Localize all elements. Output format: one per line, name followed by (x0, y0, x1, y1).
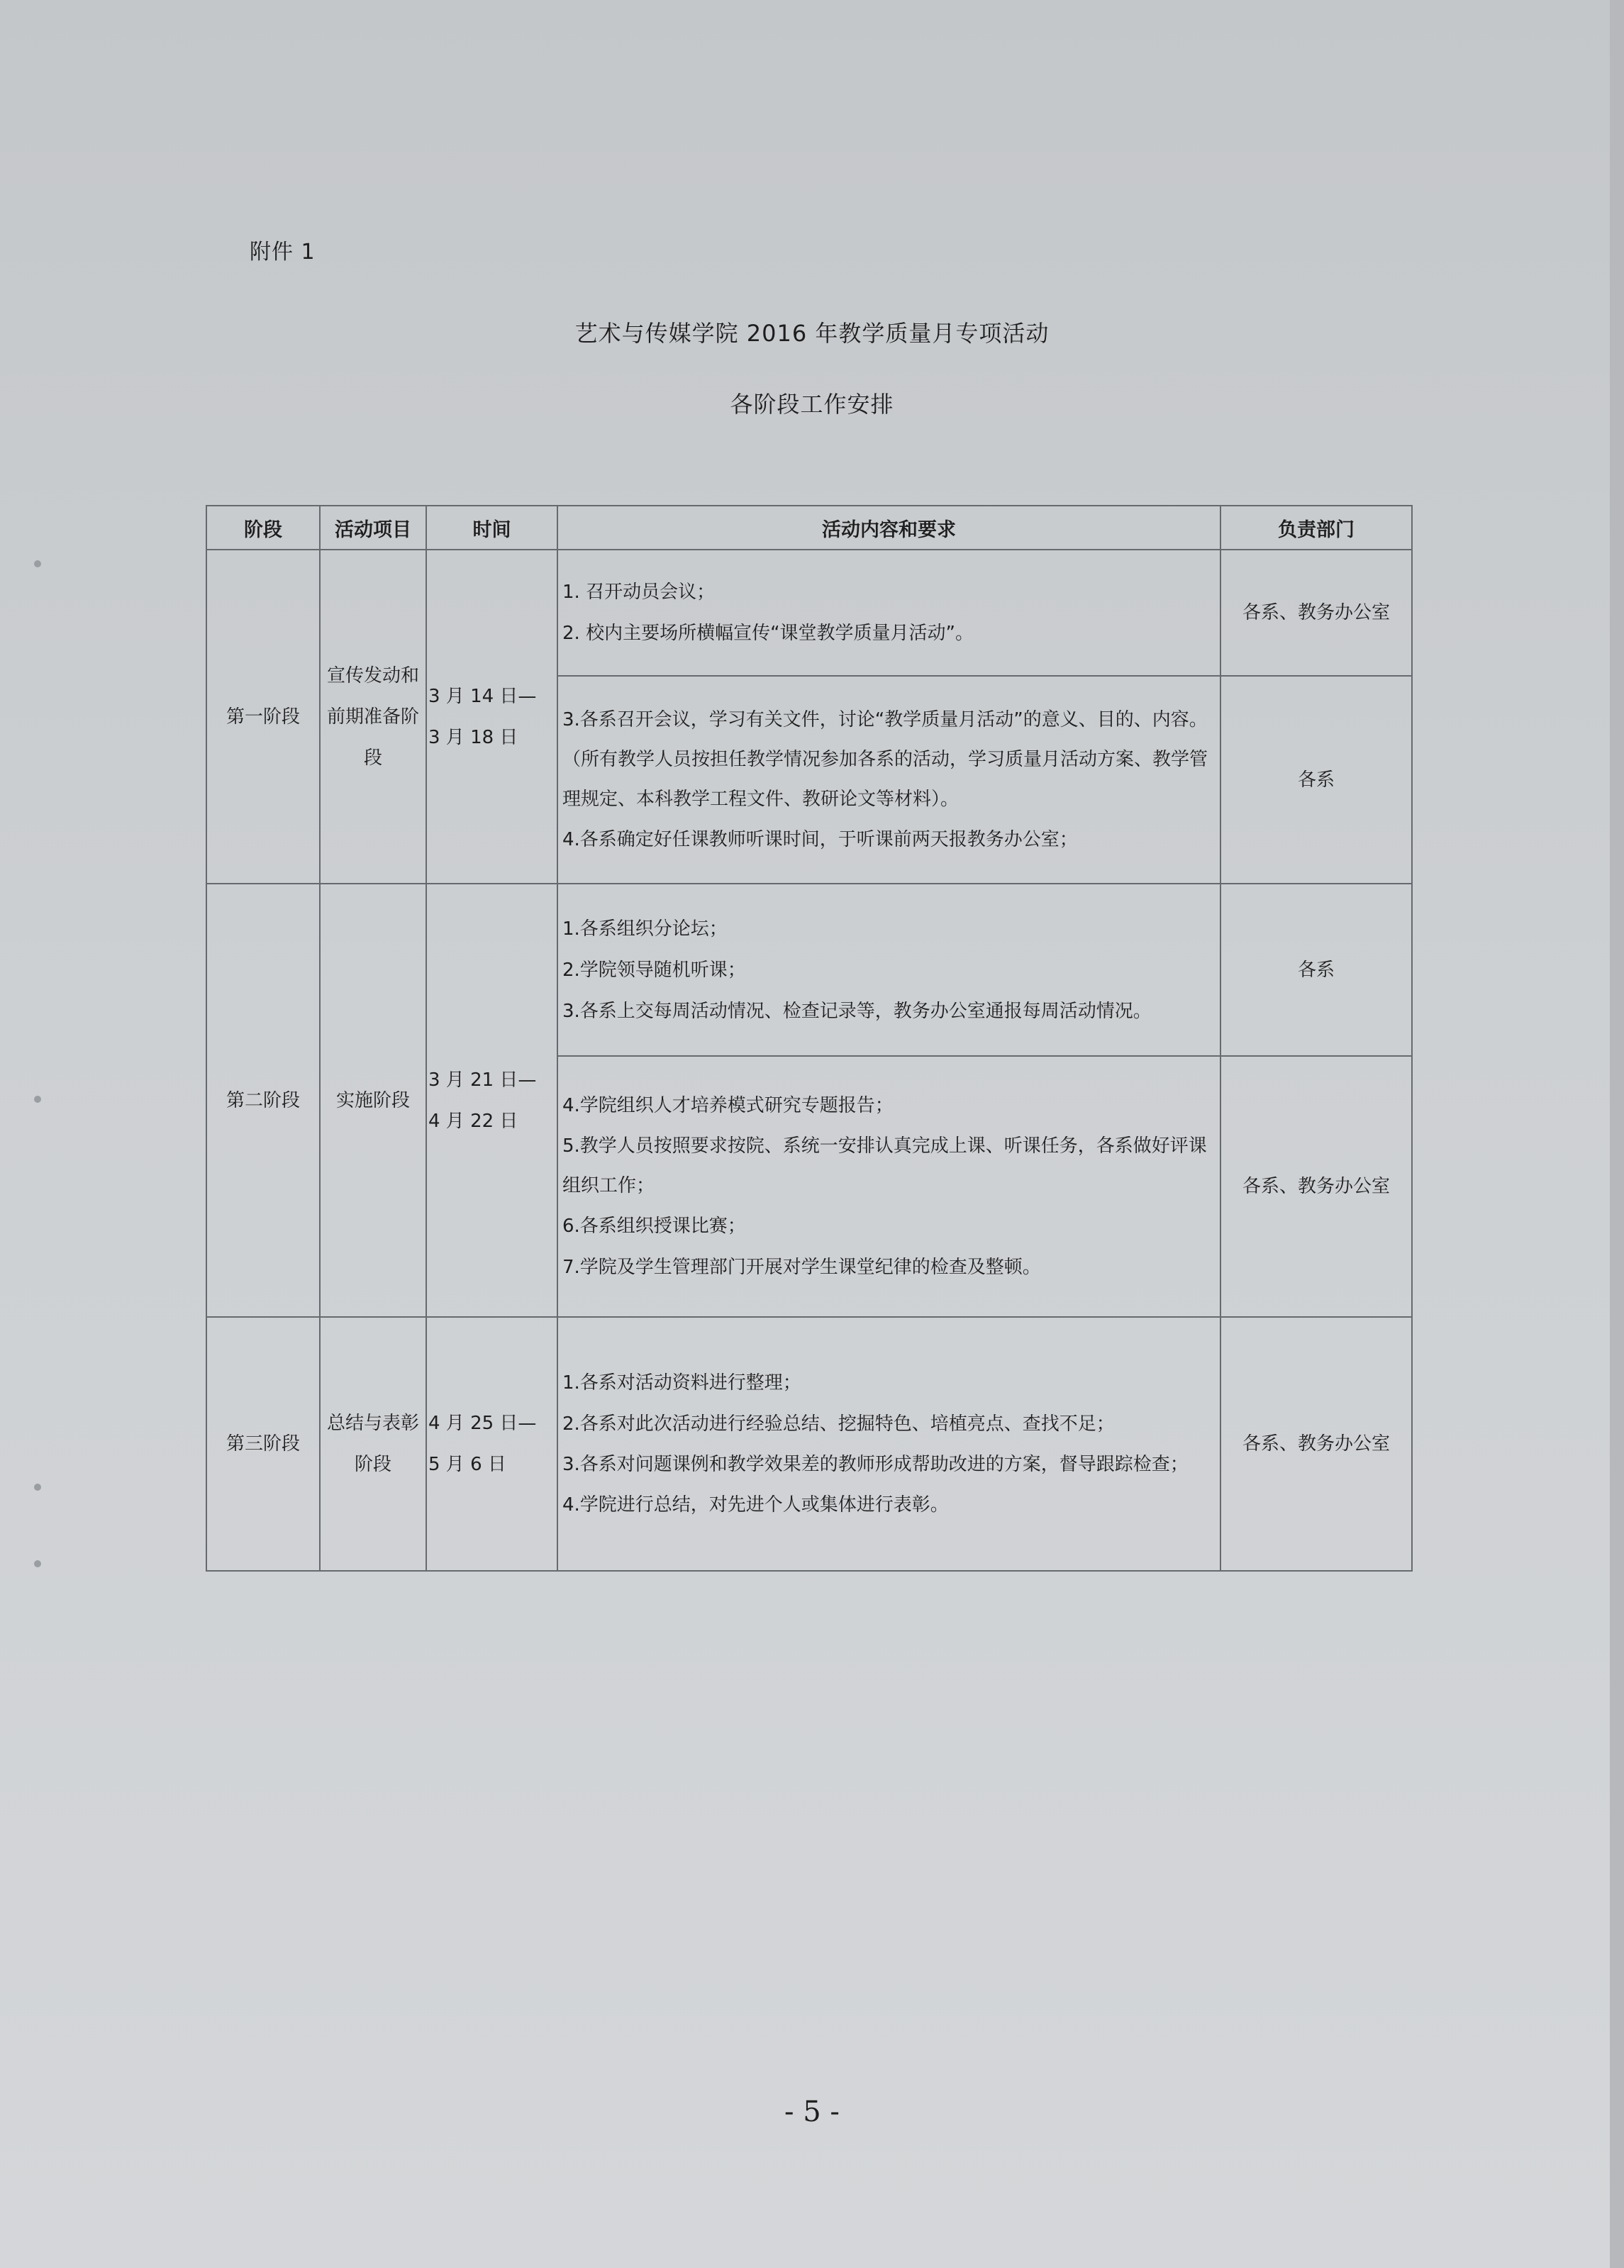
table-row (206, 1317, 1412, 1571)
project-cell: 总结与表彰阶段 (320, 1317, 426, 1571)
schedule-table (206, 505, 1413, 1572)
table-header-row (206, 506, 1412, 550)
document-title: 艺术与传媒学院 2016 年教学质量月专项活动 (574, 320, 1050, 347)
header-time: 时间 (426, 506, 557, 550)
time-end: 4 月 22 日 (428, 1110, 518, 1132)
binding-hole (34, 1096, 41, 1103)
time-end: 5 月 6 日 (428, 1454, 506, 1475)
content-cell (557, 676, 1220, 884)
content-item: 4.学院进行总结，对先进个人或集体进行表彰。 (562, 1494, 949, 1516)
content-cell (557, 550, 1220, 676)
content-cell (557, 1317, 1220, 1571)
binding-hole (34, 1484, 41, 1491)
time-cell (426, 1317, 557, 1571)
header-content: 活动内容和要求 (557, 506, 1220, 550)
stage-cell: 第二阶段 (206, 884, 320, 1317)
content-cell (557, 1056, 1220, 1317)
content-item: 2.学院领导随机听课； (562, 959, 746, 981)
content-item: 1. 召开动员会议； (562, 582, 716, 603)
department-cell: 各系、教务办公室 (1220, 1317, 1412, 1571)
time-start: 3 月 21 日— (428, 1069, 537, 1091)
binding-hole (34, 1560, 41, 1567)
page-number: - 5 - (784, 2096, 840, 2128)
attachment-label: 附件 1 (250, 240, 316, 265)
content-item: 2.各系对此次活动进行经验总结、挖掘特色、培植亮点、查找不足； (562, 1413, 1115, 1435)
project-cell: 宣传发动和前期准备阶段 (320, 550, 426, 884)
binding-hole (34, 560, 41, 567)
header-project: 活动项目 (320, 506, 426, 550)
content-item: 1.各系组织分论坛； (562, 918, 728, 940)
project-cell: 实施阶段 (320, 884, 426, 1317)
content-item: 3.各系召开会议，学习有关文件，讨论“教学质量月活动”的意义、目的、内容。（所有教学人员按担任教学情况参加各系的活动，学习质量月活动方案、教学管理规定、本科教学工程文件、教研论文等材料）。 (562, 708, 1208, 810)
content-item: 7.学院及学生管理部门开展对学生课堂纪律的检查及整顿。 (562, 1257, 1041, 1278)
department-cell: 各系、教务办公室 (1220, 1056, 1412, 1317)
department-cell: 各系 (1220, 884, 1412, 1056)
content-item: 4.学院组织人才培养模式研究专题报告； (562, 1095, 894, 1116)
header-stage: 阶段 (206, 506, 320, 550)
content-item: 4.各系确定好任课教师听课时间，于听课前两天报教务办公室； (562, 828, 1078, 850)
content-item: 6.各系组织授课比赛； (562, 1216, 746, 1237)
content-item: 5.教学人员按照要求按院、系统一安排认真完成上课、听课任务，各系做好评课组织工作； (562, 1135, 1207, 1196)
time-end: 3 月 18 日 (428, 726, 518, 748)
content-item: 3.各系对问题课例和教学效果差的教师形成帮助改进的方案，督导跟踪检查； (562, 1454, 1189, 1475)
table-row (206, 550, 1412, 676)
stage-cell: 第三阶段 (206, 1317, 320, 1571)
department-cell: 各系 (1220, 676, 1412, 884)
document-subtitle: 各阶段工作安排 (730, 391, 894, 418)
time-start: 4 月 25 日— (428, 1413, 537, 1434)
time-start: 3 月 14 日— (428, 685, 537, 707)
header-department: 负责部门 (1220, 506, 1412, 550)
content-item: 2. 校内主要场所横幅宣传“课堂教学质量月活动”。 (562, 623, 974, 644)
content-cell (557, 884, 1220, 1056)
department-cell: 各系、教务办公室 (1220, 550, 1412, 676)
content-item: 1.各系对活动资料进行整理； (562, 1372, 801, 1394)
time-cell (426, 550, 557, 884)
table-row (206, 884, 1412, 1056)
stage-cell: 第一阶段 (206, 550, 320, 884)
content-item: 3.各系上交每周活动情况、检查记录等，教务办公室通报每周活动情况。 (562, 1000, 1152, 1022)
time-cell (426, 884, 557, 1317)
